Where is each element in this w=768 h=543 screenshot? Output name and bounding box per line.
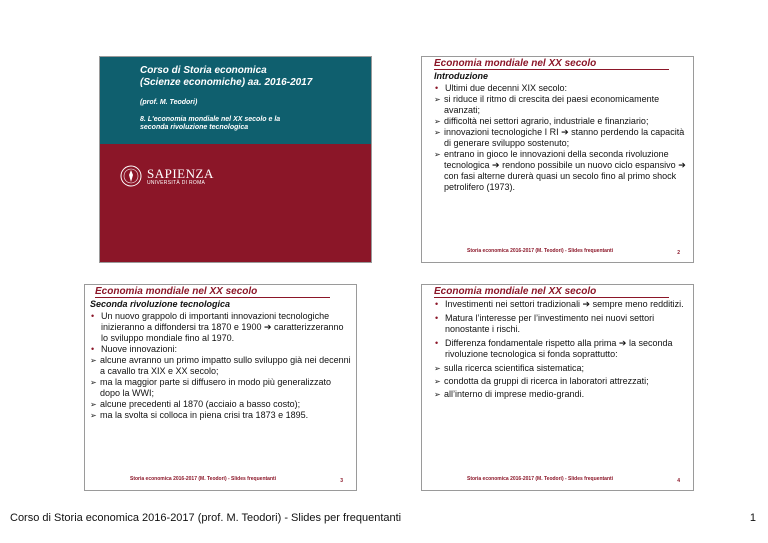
slide-heading: Economia mondiale nel XX secolo bbox=[95, 286, 330, 298]
bullet-item: • Un nuovo grappolo di importanti innovazioni tecnologiche inizieranno a diffondersi tra 1870 e 1900 ➔ caratterizzeranno lo sviluppo mondiale fino al 1970. bbox=[91, 311, 344, 343]
slide-number: 4 bbox=[677, 478, 680, 484]
arrow-bullet-icon: ➢ bbox=[434, 117, 441, 126]
sub-bullet-item: ➢ difficoltà nei settori agrario, industriale e finanziario; bbox=[434, 116, 649, 126]
title-band bbox=[100, 57, 371, 144]
slide-body bbox=[434, 83, 689, 193]
lecture-title bbox=[140, 116, 280, 132]
arrow-bullet-icon: ➢ bbox=[434, 95, 441, 104]
university-seal-icon bbox=[120, 165, 142, 187]
lecture-title-line-2: seconda rivoluzione tecnologica bbox=[140, 124, 249, 131]
slide-footer bbox=[85, 476, 356, 490]
sub-bullet-item: ➢ alcune precedenti al 1870 (acciaio a basso costo); bbox=[90, 399, 301, 409]
bullet-icon: • bbox=[91, 344, 95, 354]
logo-name: SAPIENZA bbox=[147, 165, 214, 181]
arrow-bullet-icon: ➢ bbox=[434, 128, 441, 137]
bullet-item: • Investimenti nei settori tradizionali ➔ sempre meno redditizi. bbox=[435, 299, 684, 309]
slide-1-title bbox=[99, 56, 372, 263]
slide-4 bbox=[421, 284, 694, 491]
slide-number: 2 bbox=[677, 250, 680, 256]
sub-bullet-item: ➢ all’interno di imprese medio-grandi. bbox=[434, 389, 585, 399]
course-title-line-2: (Scienze economiche) aa. 2016-2017 bbox=[140, 77, 313, 88]
page-footer: Corso di Storia economica 2016-2017 (prof. M. Teodori) - Slides per frequentanti bbox=[10, 512, 402, 524]
slide-footer-text: Storia economica 2016-2017 (M. Teodori) - Slides frequentanti bbox=[467, 248, 614, 254]
slide-footer bbox=[422, 248, 693, 262]
course-title bbox=[140, 65, 312, 89]
page-number: 1 bbox=[749, 512, 756, 524]
slide-footer-text: Storia economica 2016-2017 (M. Teodori) - Slides frequentanti bbox=[467, 476, 614, 482]
sub-bullet-item: ➢ si riduce il ritmo di crescita dei paesi economicamente avanzati; bbox=[434, 94, 660, 115]
slide-number: 3 bbox=[340, 478, 343, 484]
bullet-icon: • bbox=[435, 299, 439, 309]
slide-body bbox=[434, 299, 689, 402]
bullet-item: • Nuove innovazioni: bbox=[91, 344, 178, 354]
slide-heading: Economia mondiale nel XX secolo bbox=[434, 286, 669, 298]
arrow-bullet-icon: ➢ bbox=[90, 378, 97, 387]
slide-heading: Economia mondiale nel XX secolo bbox=[434, 58, 669, 70]
arrow-bullet-icon: ➢ bbox=[434, 364, 441, 373]
sub-bullet-item: ➢ sulla ricerca scientifica sistematica; bbox=[434, 363, 585, 373]
bullet-icon: • bbox=[435, 83, 439, 93]
bullet-icon: • bbox=[435, 313, 439, 323]
slide-footer bbox=[422, 476, 693, 490]
arrow-bullet-icon: ➢ bbox=[90, 356, 97, 365]
slide-body bbox=[90, 311, 352, 421]
logo-subtitle: UNIVERSITÀ DI ROMA bbox=[147, 179, 206, 186]
slide-footer-text: Storia economica 2016-2017 (M. Teodori) - Slides frequentanti bbox=[130, 476, 277, 482]
lecture-title-line-1: 8. L'economia mondiale nel XX secolo e la bbox=[140, 116, 281, 123]
lower-band bbox=[100, 144, 371, 263]
slide-3 bbox=[84, 284, 357, 491]
sub-bullet-item: ➢ innovazioni tecnologiche I RI ➔ stanno perdendo la capacità di generare sviluppo sostenuto; bbox=[434, 127, 685, 148]
slide-2 bbox=[421, 56, 694, 263]
arrow-bullet-icon: ➢ bbox=[434, 150, 441, 159]
course-title-line-1: Corso di Storia economica bbox=[140, 65, 267, 76]
sub-bullet-item: ➢ ma la svolta si colloca in piena crisi tra 1873 e 1895. bbox=[90, 410, 309, 420]
bullet-icon: • bbox=[91, 311, 95, 321]
bullet-icon: • bbox=[435, 338, 439, 348]
sub-bullet-item: ➢ ma la maggior parte si diffusero in modo più generalizzato dopo la WWI; bbox=[90, 377, 331, 398]
arrow-bullet-icon: ➢ bbox=[90, 411, 97, 420]
professor-name: (prof. M. Teodori) bbox=[140, 99, 198, 106]
slide-subheading: Seconda rivoluzione tecnologica bbox=[90, 299, 231, 309]
sapienza-logo bbox=[120, 165, 214, 187]
slide-subheading: Introduzione bbox=[434, 71, 488, 81]
sub-bullet-item: ➢ alcune avranno un primo impatto sullo sviluppo già nei decenni a cavallo tra XIX e XX secolo; bbox=[90, 355, 351, 376]
arrow-bullet-icon: ➢ bbox=[434, 390, 441, 399]
arrow-bullet-icon: ➢ bbox=[90, 400, 97, 409]
sub-bullet-item: ➢ condotta da gruppi di ricerca in laboratori attrezzati; bbox=[434, 376, 649, 386]
sub-bullet-item: ➢ entrano in gioco le innovazioni della seconda rivoluzione tecnologica ➔ rendono possibile un nuovo ciclo espansivo ➔ con fasi alterne durerà quasi un secolo fino al primo shock petrolifero (1973). bbox=[434, 149, 686, 192]
bullet-item: • Differenza fondamentale rispetto alla prima ➔ la seconda rivoluzione tecnologica si fonda soprattutto: bbox=[435, 338, 673, 359]
bullet-item: • Matura l’interesse per l’investimento nei nuovi settori nonostante i rischi. bbox=[435, 313, 655, 334]
arrow-bullet-icon: ➢ bbox=[434, 377, 441, 386]
bullet-item: • Ultimi due decenni XIX secolo: bbox=[435, 83, 568, 93]
